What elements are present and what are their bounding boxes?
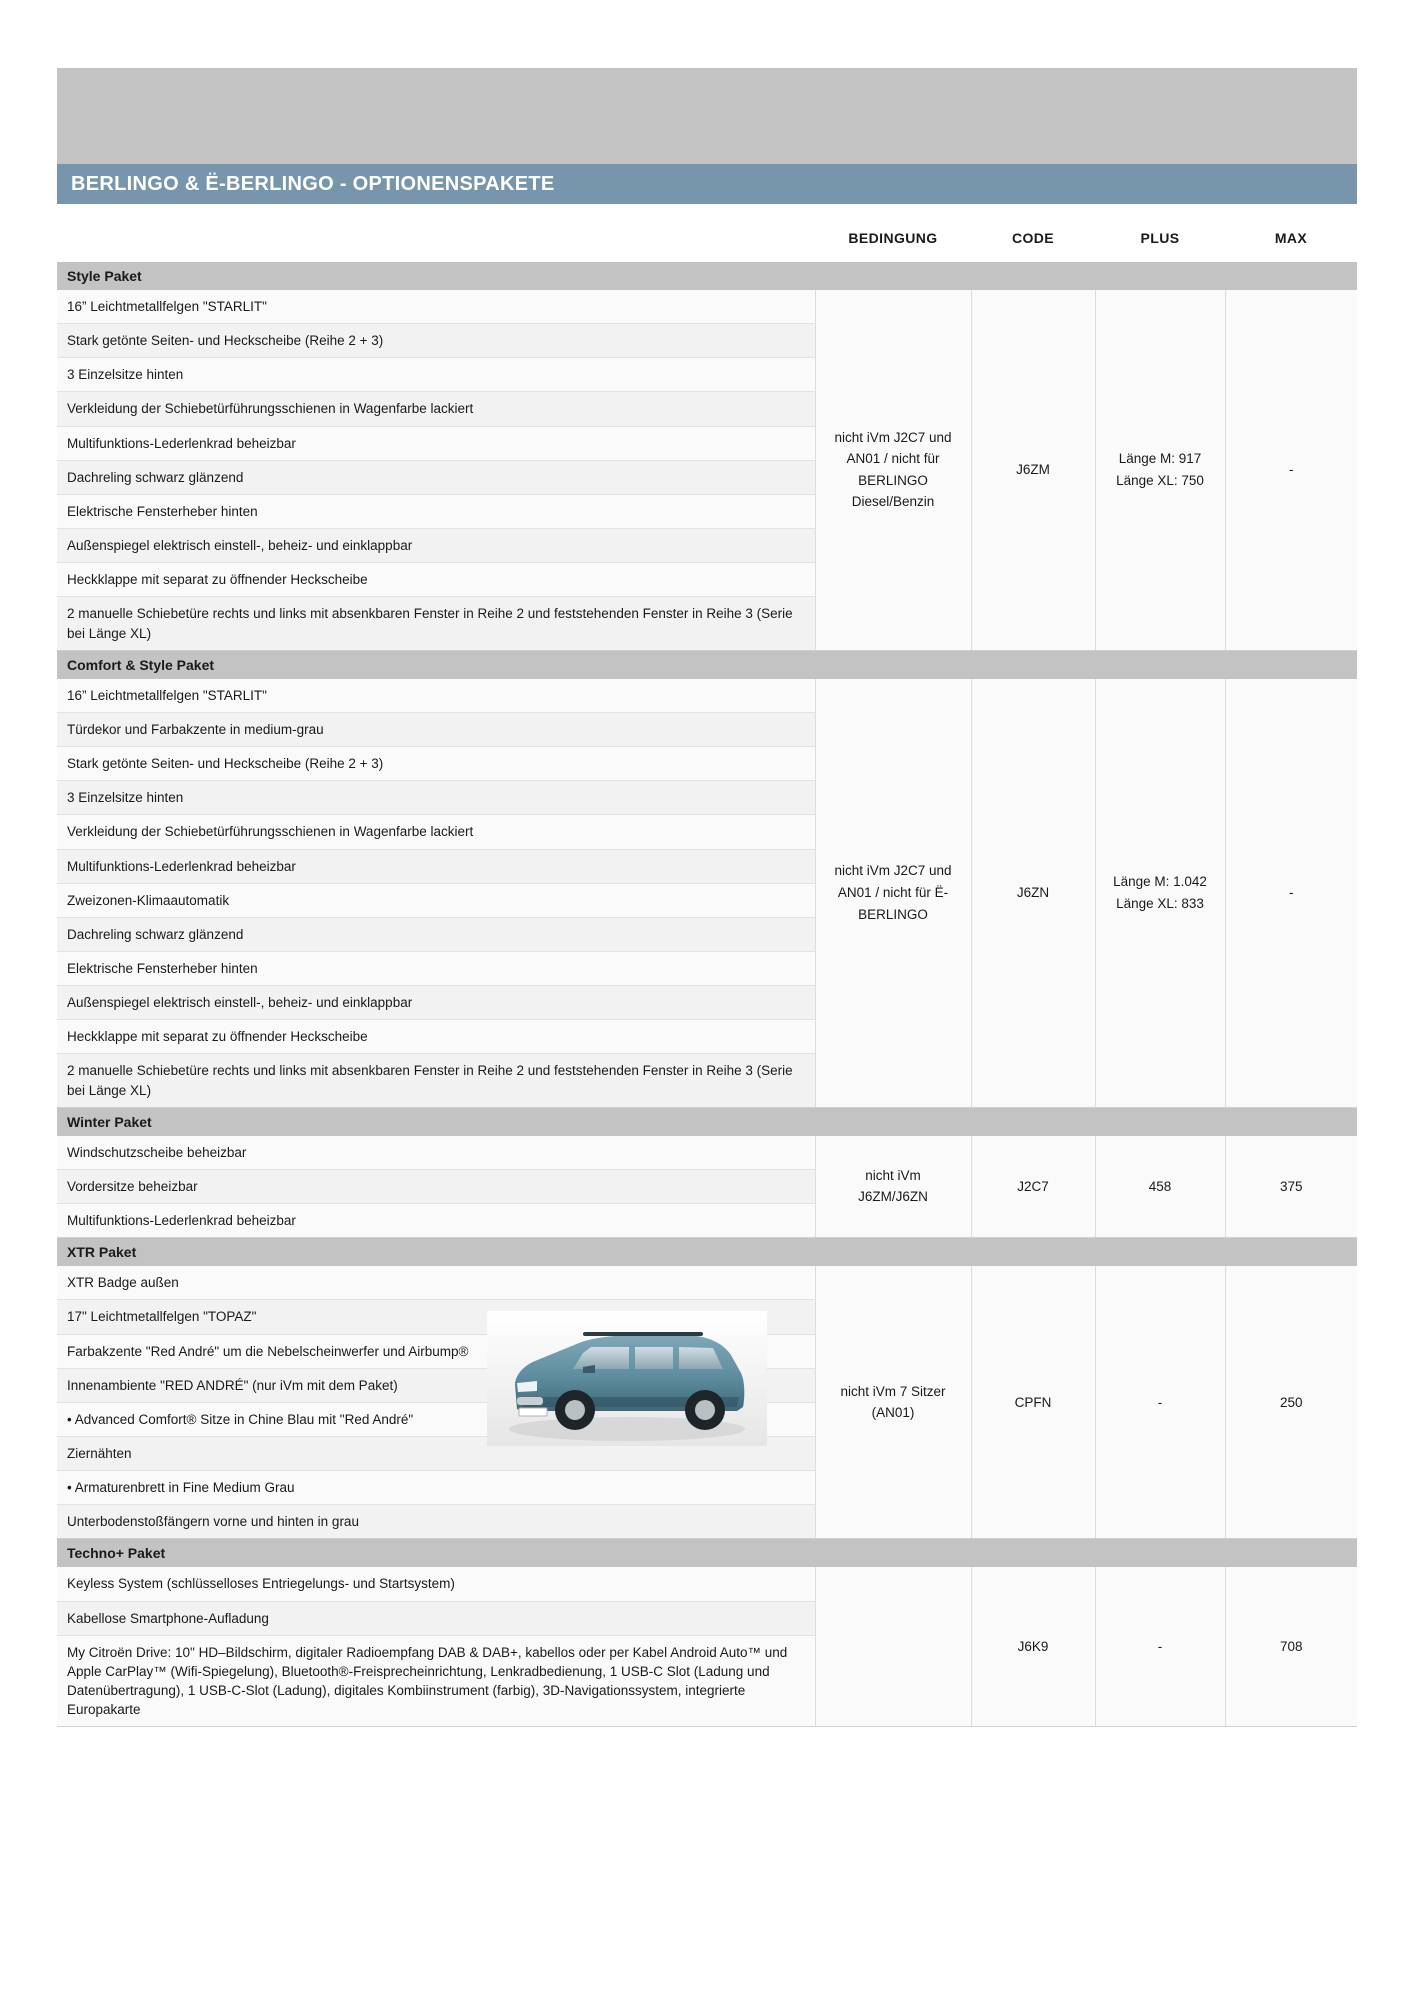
- col-header-code: CODE: [971, 204, 1095, 262]
- table-row: [57, 1266, 1357, 1300]
- plus-price-cell: [1095, 290, 1225, 650]
- package-group-header: [57, 1107, 1357, 1136]
- bedingung-cell-line: J6ZM/J6ZN: [858, 1189, 928, 1205]
- feature-cell: Vordersitze beheizbar: [57, 1169, 815, 1203]
- feature-cell: Multifunktions-Lederlenkrad beheizbar: [57, 1204, 815, 1238]
- max-price-cell-line: 708: [1279, 1639, 1303, 1655]
- bedingung-cell-line: BERLINGO: [858, 906, 928, 922]
- feature-cell: • Armaturenbrett in Fine Medium Grau: [57, 1471, 815, 1505]
- feature-cell: Elektrische Fensterheber hinten: [57, 494, 815, 528]
- code-cell: J2C7: [971, 1136, 1095, 1238]
- package-group-title: Comfort & Style Paket: [57, 650, 1357, 679]
- max-price-cell: [1225, 290, 1357, 650]
- table-row: [57, 1567, 1357, 1601]
- feature-cell: • Advanced Comfort® Sitze in Chine Blau mit "Red André": [57, 1402, 815, 1436]
- package-group-header: [57, 1539, 1357, 1568]
- feature-cell: Windschutzscheibe beheizbar: [57, 1136, 815, 1170]
- feature-cell: Multifunktions-Lederlenkrad beheizbar: [57, 426, 815, 460]
- bedingung-cell-line: (AN01): [871, 1405, 915, 1421]
- feature-cell: Unterbodenstoßfängern vorne und hinten in grau: [57, 1505, 815, 1539]
- col-header-plus: PLUS: [1095, 204, 1225, 262]
- feature-cell: Keyless System (schlüsselloses Entriegelungs- und Startsystem): [57, 1567, 815, 1601]
- feature-cell: Dachreling schwarz glänzend: [57, 917, 815, 951]
- table-head: [57, 204, 1357, 262]
- top-grey-band: [57, 68, 1357, 164]
- plus-price-cell: [1095, 1136, 1225, 1238]
- package-group-title: XTR Paket: [57, 1238, 1357, 1267]
- max-price-cell-line: -: [1289, 462, 1294, 478]
- feature-cell: Verkleidung der Schiebetürführungsschienen in Wagenfarbe lackiert: [57, 392, 815, 426]
- feature-cell: Innenambiente "RED ANDRÉ" (nur iVm mit dem Paket): [57, 1368, 815, 1402]
- feature-cell: My Citroën Drive: 10" HD–Bildschirm, digitaler Radioempfang DAB & DAB+, kabellos oder per Kabel Android Auto™ und Apple CarPlay™ (Wifi-Spiegelung), Bluetooth®-Freisprecheinrichtung, Lenkradbedienung, 1 USB-C Slot (Ladung und Datenübertragung), 1 USB-C-Slot (Ladung), digitales Kombiinstrument (farbig), 3D-Navigationssystem, integrierte Europakarte: [57, 1635, 815, 1727]
- feature-cell: 16” Leichtmetallfelgen "STARLIT": [57, 679, 815, 713]
- code-cell: J6K9: [971, 1567, 1095, 1726]
- max-price-cell: [1225, 1136, 1357, 1238]
- bedingung-cell-line: nicht iVm 7 Sitzer: [840, 1383, 946, 1399]
- col-header-bedingung: BEDINGUNG: [815, 204, 971, 262]
- feature-cell: Dachreling schwarz glänzend: [57, 460, 815, 494]
- code-cell: J6ZM: [971, 290, 1095, 650]
- plus-price-cell-line: Länge M: 917: [1118, 451, 1202, 467]
- max-price-cell: [1225, 679, 1357, 1108]
- feature-cell: Außenspiegel elektrisch einstell-, beheiz- und einklappbar: [57, 986, 815, 1020]
- plus-price-cell-line: Länge XL: 750: [1116, 472, 1204, 488]
- table-row: [57, 1136, 1357, 1170]
- bedingung-cell: [815, 679, 971, 1108]
- feature-cell: XTR Badge außen: [57, 1266, 815, 1300]
- package-group-header: [57, 262, 1357, 290]
- table-body: [57, 262, 1357, 1727]
- table-row: [57, 679, 1357, 713]
- col-header-max: MAX: [1225, 204, 1357, 262]
- bedingung-cell-line: BERLINGO: [858, 472, 928, 488]
- feature-cell: Multifunktions-Lederlenkrad beheizbar: [57, 849, 815, 883]
- page-title-bar: [57, 164, 1357, 204]
- options-packages-table: [57, 204, 1357, 1727]
- feature-cell: Zweizonen-Klimaautomatik: [57, 883, 815, 917]
- bedingung-cell-line: Diesel/Benzin: [851, 494, 935, 510]
- table-header-row: [57, 204, 1357, 262]
- bedingung-cell: [815, 290, 971, 650]
- plus-price-cell: [1095, 1266, 1225, 1539]
- feature-cell: 17" Leichtmetallfelgen "TOPAZ": [57, 1300, 815, 1334]
- feature-cell: Außenspiegel elektrisch einstell-, beheiz- und einklappbar: [57, 529, 815, 563]
- table-row: [57, 290, 1357, 324]
- package-group-title: Techno+ Paket: [57, 1539, 1357, 1568]
- bedingung-cell-line: AN01 / nicht für Ë-: [837, 884, 949, 900]
- feature-cell: 2 manuelle Schiebetüre rechts und links mit absenkbaren Fenster in Reihe 2 und feststehenden Fenster in Reihe 3 (Serie bei Länge XL): [57, 1054, 815, 1107]
- max-price-cell-line: 375: [1279, 1178, 1303, 1194]
- max-price-cell-line: 250: [1279, 1394, 1303, 1410]
- package-group-header: [57, 650, 1357, 679]
- feature-cell: 3 Einzelsitze hinten: [57, 358, 815, 392]
- plus-price-cell-line: -: [1157, 1394, 1163, 1410]
- plus-price-cell-line: Länge XL: 833: [1116, 895, 1204, 911]
- code-cell: J6ZN: [971, 679, 1095, 1108]
- package-group-title: Winter Paket: [57, 1107, 1357, 1136]
- feature-cell: Elektrische Fensterheber hinten: [57, 951, 815, 985]
- max-price-cell: [1225, 1266, 1357, 1539]
- plus-price-cell-line: Länge M: 1.042: [1113, 874, 1207, 890]
- feature-cell: Farbakzente "Red André" um die Nebelscheinwerfer und Airbump®: [57, 1334, 815, 1368]
- bedingung-cell: [815, 1266, 971, 1539]
- code-cell: CPFN: [971, 1266, 1095, 1539]
- package-group-header: [57, 1238, 1357, 1267]
- content-sheet: [57, 68, 1357, 1727]
- max-price-cell-line: -: [1289, 884, 1294, 900]
- bedingung-cell-line: AN01 / nicht für: [846, 451, 940, 467]
- feature-cell: Heckklappe mit separat zu öffnender Heckscheibe: [57, 1020, 815, 1054]
- bedingung-cell-line: nicht iVm J2C7 und: [834, 429, 952, 445]
- bedingung-cell: [815, 1567, 971, 1726]
- feature-cell: 2 manuelle Schiebetüre rechts und links mit absenkbaren Fenster in Reihe 2 und feststehenden Fenster in Reihe 3 (Serie bei Länge XL): [57, 597, 815, 650]
- feature-cell: Verkleidung der Schiebetürführungsschienen in Wagenfarbe lackiert: [57, 815, 815, 849]
- feature-cell: Ziernähten: [57, 1437, 815, 1471]
- plus-price-cell-line: -: [1157, 1639, 1163, 1655]
- feature-cell: Türdekor und Farbakzente in medium-grau: [57, 712, 815, 746]
- plus-price-cell-line: 458: [1148, 1178, 1172, 1194]
- feature-cell: Stark getönte Seiten- und Heckscheibe (Reihe 2 + 3): [57, 747, 815, 781]
- feature-cell: Stark getönte Seiten- und Heckscheibe (Reihe 2 + 3): [57, 324, 815, 358]
- col-header-feature: [57, 204, 815, 262]
- bedingung-cell-line: nicht iVm J2C7 und: [834, 863, 952, 879]
- max-price-cell: [1225, 1567, 1357, 1726]
- package-group-title: Style Paket: [57, 262, 1357, 290]
- bedingung-cell-line: nicht iVm: [865, 1167, 921, 1183]
- feature-cell: Kabellose Smartphone-Aufladung: [57, 1601, 815, 1635]
- feature-cell: 3 Einzelsitze hinten: [57, 781, 815, 815]
- feature-cell: Heckklappe mit separat zu öffnender Heckscheibe: [57, 563, 815, 597]
- bedingung-cell: [815, 1136, 971, 1238]
- feature-cell: 16” Leichtmetallfelgen "STARLIT": [57, 290, 815, 324]
- plus-price-cell: [1095, 679, 1225, 1108]
- page-title: BERLINGO & Ë-BERLINGO - OPTIONENSPAKETE: [71, 172, 555, 195]
- plus-price-cell: [1095, 1567, 1225, 1726]
